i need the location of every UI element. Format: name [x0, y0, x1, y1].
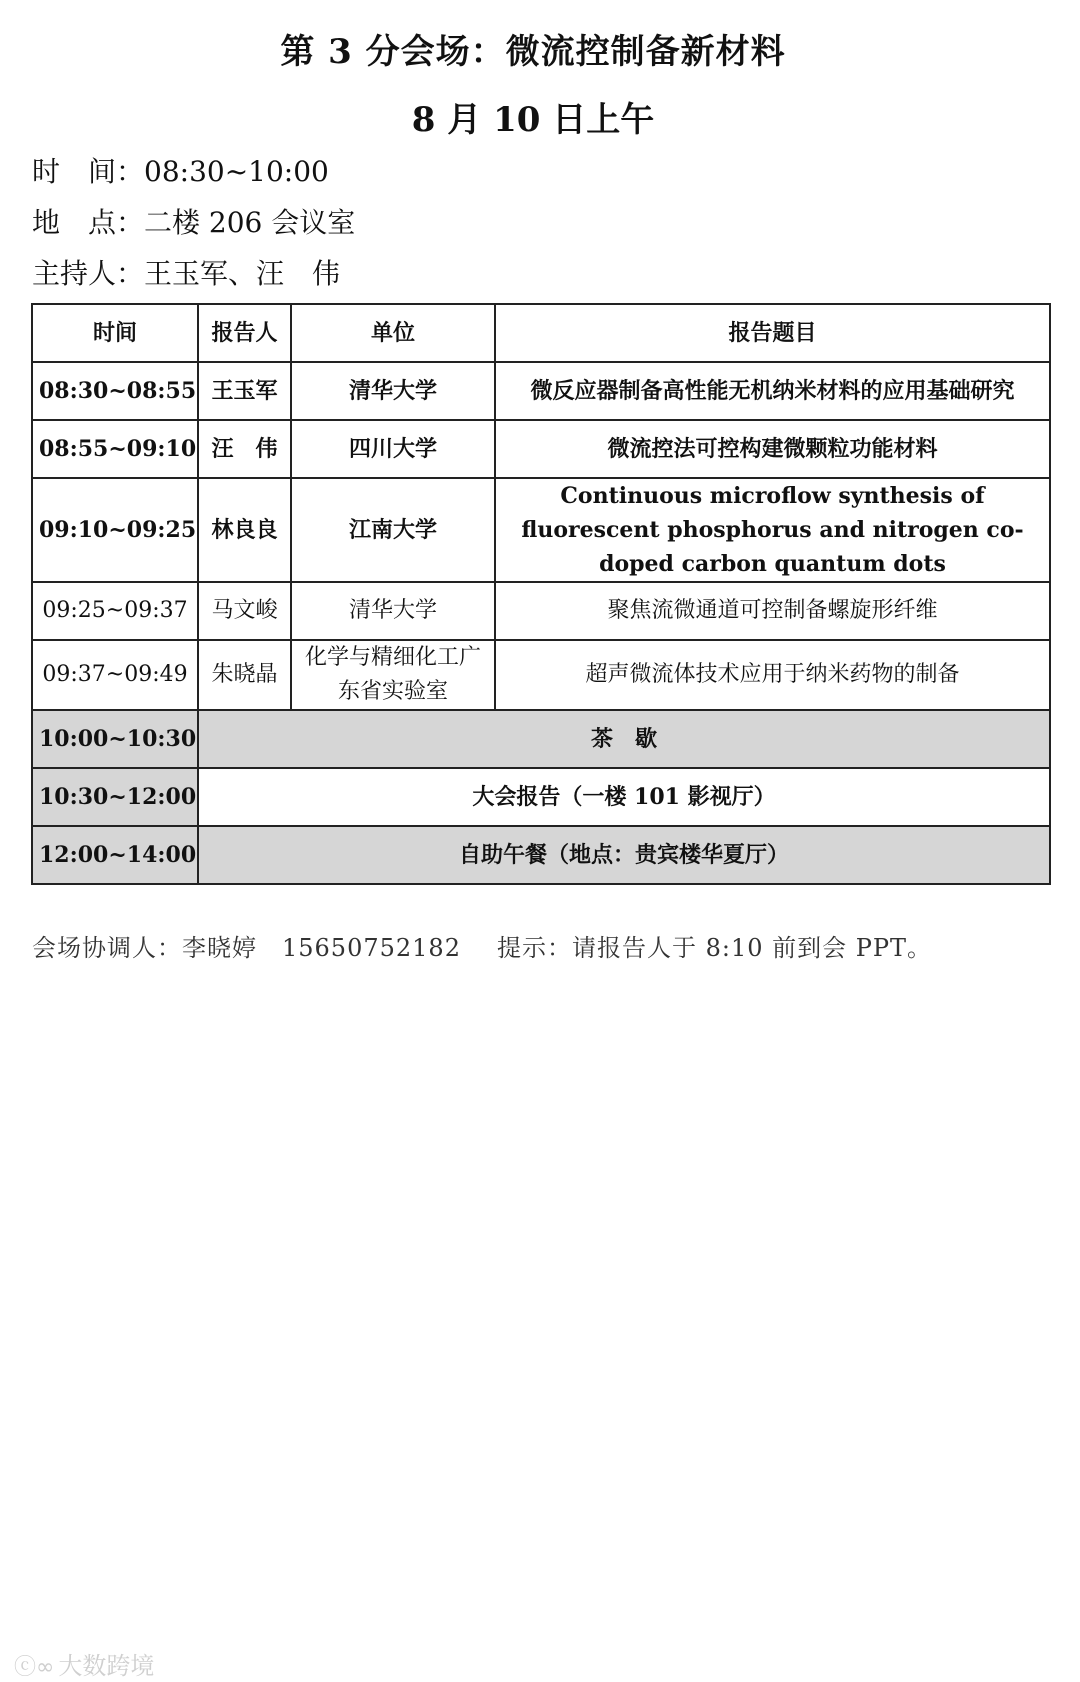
- place-value: 二楼 206 会议室: [144, 206, 356, 239]
- watermark-text: 大数跨境: [58, 1652, 155, 1680]
- table-header-row: [32, 304, 1050, 362]
- row-time: 09:25~09:37: [32, 582, 198, 640]
- place-label: 地 点：: [32, 206, 145, 239]
- row-topic: 聚焦流微通道可控制备螺旋形纤维: [495, 582, 1050, 640]
- row-topic: 微反应器制备高性能无机纳米材料的应用基础研究: [495, 362, 1050, 420]
- time-value: 08:30~10:00: [144, 155, 329, 188]
- break-row: [32, 768, 1050, 826]
- row-topic: 微流控法可控构建微颗粒功能材料: [495, 420, 1050, 478]
- break-label: 茶 歇: [198, 710, 1050, 768]
- host-label: 主持人：: [32, 257, 145, 290]
- row-topic: 超声微流体技术应用于纳米药物的制备: [495, 640, 1050, 710]
- header-time: 时间: [32, 304, 198, 362]
- row-affiliation: 化学与精细化工广东省实验室: [291, 640, 495, 710]
- table-row: [32, 640, 1050, 710]
- row-affiliation: 清华大学: [291, 582, 495, 640]
- table-row: [32, 420, 1050, 478]
- break-row: [32, 710, 1050, 768]
- row-time: 09:37~09:49: [32, 640, 198, 710]
- page-title: 第 3 分会场：微流控制备新材料: [280, 32, 786, 72]
- break-time: 10:00~10:30: [32, 710, 198, 768]
- row-time: 09:10~09:25: [32, 478, 198, 582]
- row-speaker: 林良良: [198, 478, 291, 582]
- tip-text: 提示：请报告人于 8:10 前到会 PPT。: [496, 934, 933, 962]
- row-time: 08:30~08:55: [32, 362, 198, 420]
- break-label: 大会报告（一楼 101 影视厅）: [198, 768, 1050, 826]
- row-speaker: 朱晓晶: [198, 640, 291, 710]
- row-speaker: 马文峻: [198, 582, 291, 640]
- footer-note: [32, 928, 968, 963]
- break-label: 自助午餐（地点：贵宾楼华夏厅）: [198, 826, 1050, 884]
- time-line: [32, 150, 329, 190]
- place-line: [32, 201, 355, 241]
- host-value: 王玉军、汪 伟: [144, 257, 341, 290]
- header-speaker: 报告人: [198, 304, 291, 362]
- coordinator-text: 会场协调人：李晓婷 15650752182: [32, 934, 461, 962]
- header-affiliation: 单位: [291, 304, 495, 362]
- time-label: 时 间：: [32, 155, 145, 188]
- row-speaker: 汪 伟: [198, 420, 291, 478]
- row-affiliation: 四川大学: [291, 420, 495, 478]
- watermark: [14, 1646, 154, 1681]
- header-topic: 报告题目: [495, 304, 1050, 362]
- row-affiliation: 清华大学: [291, 362, 495, 420]
- break-row: [32, 826, 1050, 884]
- row-speaker: 王玉军: [198, 362, 291, 420]
- schedule-table: [31, 303, 1051, 885]
- break-time: 12:00~14:00: [32, 826, 198, 884]
- table-row: [32, 582, 1050, 640]
- row-affiliation: 江南大学: [291, 478, 495, 582]
- row-time: 08:55~09:10: [32, 420, 198, 478]
- table-row: [32, 362, 1050, 420]
- table-row: [32, 478, 1050, 582]
- host-line: [32, 252, 340, 292]
- date-subtitle: 8 月 10 日上午: [411, 100, 655, 140]
- row-topic: Continuous microflow synthesis of fluorescent phosphorus and nitrogen co-doped carbon quantum dots: [495, 478, 1050, 582]
- break-time: 10:30~12:00: [32, 768, 198, 826]
- watermark-logo-icon: ⓒ∞: [14, 1655, 55, 1680]
